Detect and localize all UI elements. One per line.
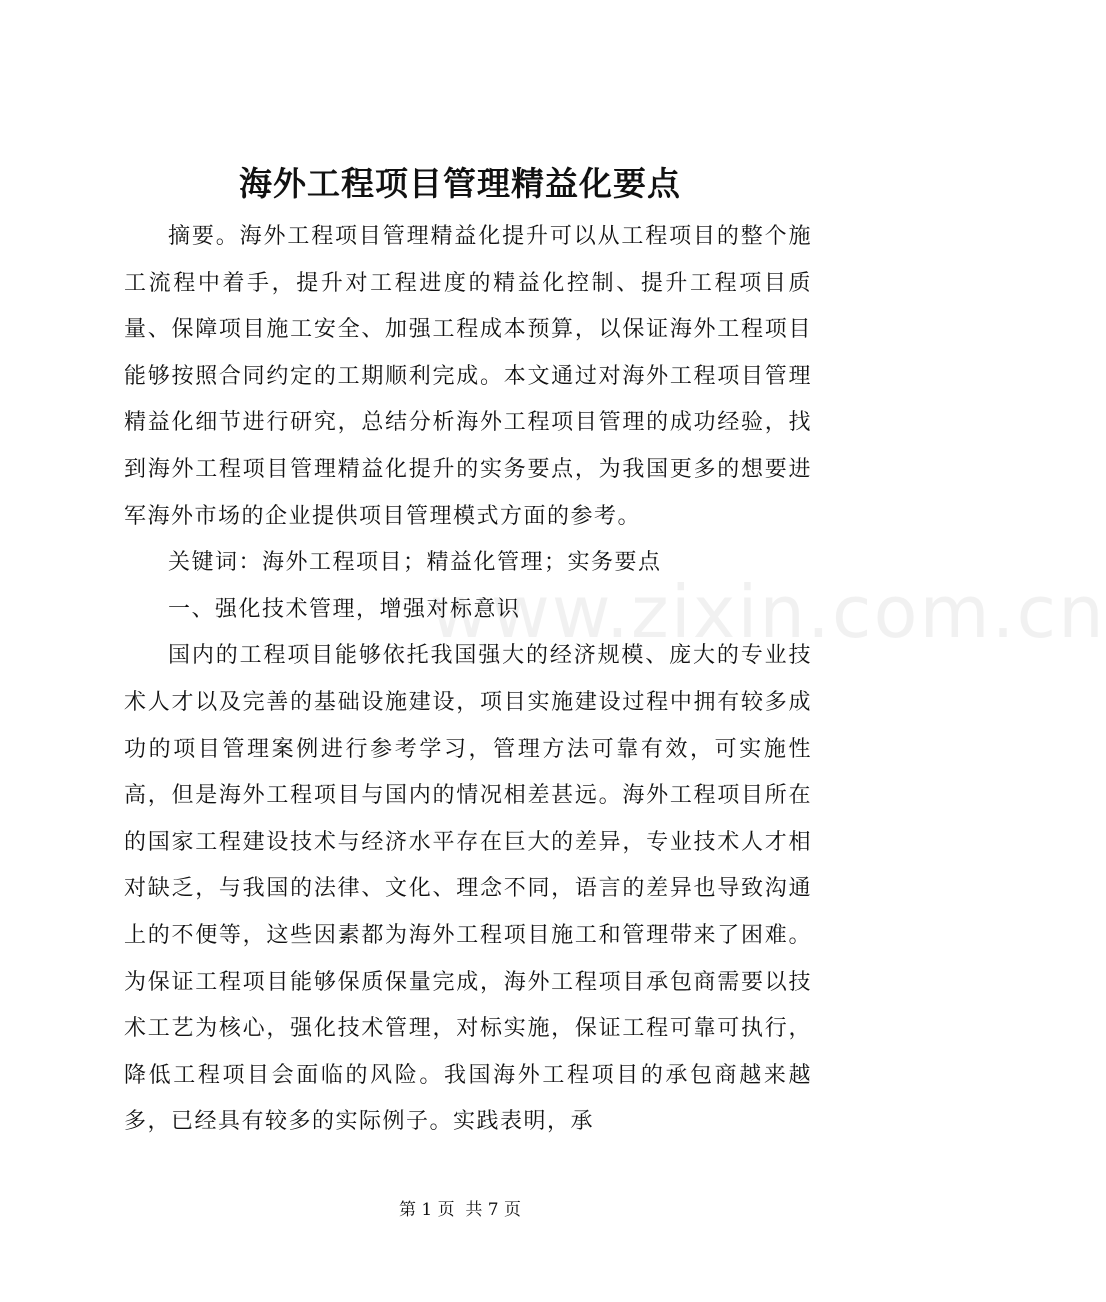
watermark: www.zixin.com.cn <box>430 570 1106 654</box>
keywords-paragraph: 关键词：海外工程项目；精益化管理；实务要点 <box>168 550 662 576</box>
page-footer <box>0 1198 920 1222</box>
body-paragraph: 国内的工程项目能够依托我国强大的经济规模、庞大的专业技术人才以及完善的基础设施建设，项目实施建设过程中拥有较多成功的项目管理案例进行参考学习，管理方法可靠有效，可实施性高，但是海外工程项目与国内的情况相差甚远。海外工程项目所在的国家工程建设技术与经济水平存在巨大的差异，专业技术人才相对缺乏，与我国的法律、文化、理念不同，语言的差异也导致沟通上的不便等，这些因素都为海外工程项目施工和管理带来了困难。为保证工程项目能够保质保量完成，海外工程项目承包商需要以技术工艺为核心，强化技术管理，对标实施，保证工程可靠可执行，降低工程项目会面临的风险。我国海外工程项目的承包商越来越多，已经具有较多的实际例子。实践表明，承 <box>124 643 812 1135</box>
document-title: 海外工程项目管理精益化要点 <box>239 164 681 203</box>
section-heading: 一、强化技术管理，增强对标意识 <box>168 596 521 622</box>
abstract-paragraph: 摘要。海外工程项目管理精益化提升可以从工程项目的整个施工流程中着手，提升对工程进度的精益化控制、提升工程项目质量、保障项目施工安全、加强工程成本预算，以保证海外工程项目能够按照合同约定的工期顺利完成。本文通过对海外工程项目管理精益化细节进行研究，总结分析海外工程项目管理的成功经验，找到海外工程项目管理精益化提升的实务要点，为我国更多的想要进军海外市场的企业提供项目管理模式方面的参考。 <box>124 224 812 529</box>
page-number: 第 1 页 共 7 页 <box>398 1200 522 1220</box>
document-body <box>124 214 812 1146</box>
